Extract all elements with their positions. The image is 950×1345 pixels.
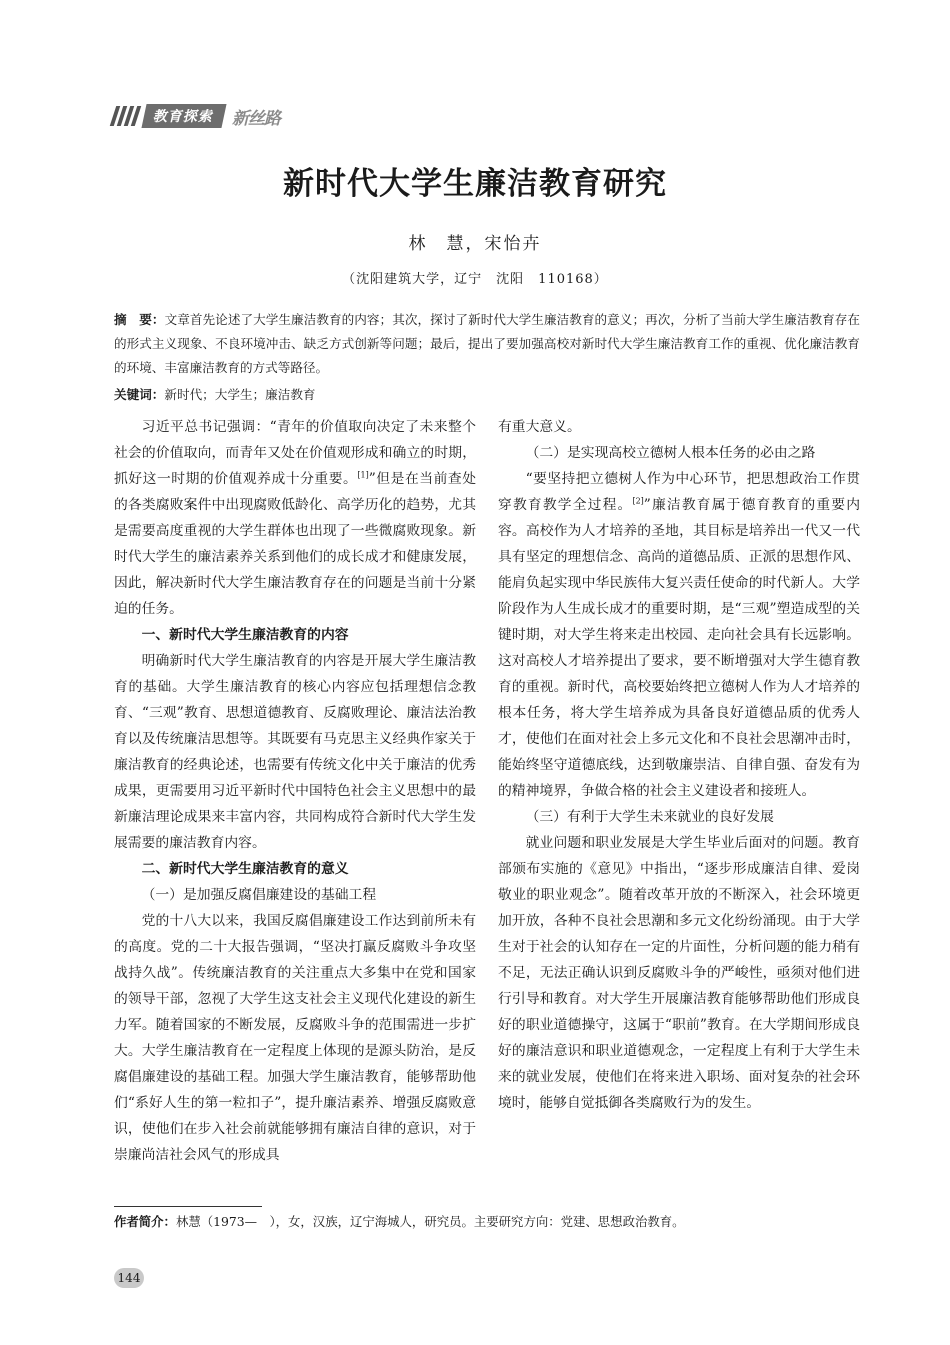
subsection-heading: （一）是加强反腐倡廉建设的基础工程 — [141, 887, 377, 903]
decorative-stripes — [113, 106, 138, 126]
subsection-heading: （二）是实现高校立德树人根本任务的必由之路 — [525, 445, 816, 461]
citation-ref: [2] — [632, 496, 644, 506]
keywords — [114, 383, 860, 407]
article-title: 新时代大学生廉洁教育研究 — [283, 166, 667, 202]
page-number: 144 — [114, 1268, 144, 1288]
journal-logo: 新丝路 — [232, 108, 280, 129]
authors: 林 慧，宋怡卉 — [408, 234, 542, 254]
keywords-label: 关键词： — [114, 387, 165, 402]
paragraph: “要坚持把立德树人作为中心环节，把思想政治工作贯穿教育教学全过程。[2]”廉洁教育属于德育教育的重要内容。高校作为人才培养的圣地，其目标是培养出一代又一代具有坚定的理想信念、高尚的道德品质、正派的思想作风、能肩负起实现中华民族伟大复兴责任使命的时代新人。大学阶段作为人生成长成才的重要时期，是“三观”塑造成型的关键时期，对大学生将来走出校园、走向社会具有长远影响。这对高校人才培养提出了要求，要不断增强对大学生德育教育的重视。新时代，高校要始终把立德树人作为人才培养的根本任务，将大学生培养成为具备良好道德品质的优秀人才，使他们在面对社会上多元文化和不良社会思潮冲击时，能始终坚守道德底线，达到敬廉崇洁、自律自强、奋发有为的精神境界，争做合格的社会主义建设者和接班人。 — [498, 471, 860, 799]
paragraph: 党的十八大以来，我国反腐倡廉建设工作达到前所未有的高度。党的二十大报告强调，“坚决打赢反腐败斗争攻坚战持久战”。传统廉洁教育的关注重点大多集中在党和国家的领导干部，忽视了大学生这支社会主义现代化建设的新生力军。随着国家的不断发展，反腐败斗争的范围需进一步扩大。大学生廉洁教育在一定程度上体现的是源头防治，是反腐倡廉建设的基础工程。加强大学生廉洁教育，能够帮助他们“系好人生的第一粒扣子”，提升廉洁素养、增强反腐败意识，使他们在步入社会前就能够拥有廉洁自律的意识，对于崇廉尚洁社会风气的形成具 — [114, 913, 476, 1163]
left-column — [114, 414, 476, 1168]
section-label: 教育探索 — [141, 104, 226, 128]
affiliation: （沈阳建筑大学，辽宁 沈阳 110168） — [342, 272, 608, 287]
section-heading: 一、新时代大学生廉洁教育的内容 — [141, 627, 349, 643]
subsection-heading: （三）有利于大学生未来就业的良好发展 — [525, 809, 774, 825]
footnote-divider — [114, 1206, 262, 1207]
keywords-text: 新时代；大学生；廉洁教育 — [164, 387, 316, 402]
author-bio — [114, 1212, 685, 1230]
paragraph: 明确新时代大学生廉洁教育的内容是开展大学生廉洁教育的基础。大学生廉洁教育的核心内容应包括理想信念教育、“三观”教育、思想道德教育、反腐败理论、廉洁法治教育以及传统廉洁思想等。其既要有马克思主义经典作家关于廉洁教育的经典论述，也需要有传统文化中关于廉洁的优秀成果，更需要用习近平新时代中国特色社会主义思想中的最新廉洁理论成果来丰富内容，共同构成符合新时代大学生发展需要的廉洁教育内容。 — [114, 653, 476, 851]
paragraph: 习近平总书记强调：“青年的价值取向决定了未来整个社会的价值取向，而青年又处在价值观形成和确立的时期，抓好这一时期的价值观养成十分重要。[1]”但是在当前查处的各类腐败案件中出现腐败低龄化、高学历化的趋势，尤其是需要高度重视的大学生群体也出现了一些微腐败现象。新时代大学生的廉洁素养关系到他们的成长成才和健康发展，因此，解决新时代大学生廉洁教育存在的问题是当前十分紧迫的任务。 — [114, 419, 477, 617]
author-bio-label: 作者简介： — [114, 1214, 176, 1229]
citation-ref: [1] — [357, 470, 369, 480]
abstract-text: 文章首先论述了大学生廉洁教育的内容；其次，探讨了新时代大学生廉洁教育的意义；再次，分析了当前大学生廉洁教育存在的形式主义现象、不良环境冲击、缺乏方式创新等问题；最后，提出了要加强高校对新时代大学生廉洁教育工作的重视、优化廉洁教育的环境、丰富廉洁教育的方式等路径。 — [114, 312, 861, 375]
abstract — [114, 308, 860, 380]
paragraph: 就业问题和职业发展是大学生毕业后面对的问题。教育部颁布实施的《意见》中指出，“逐步形成廉洁自律、爱岗敬业的职业观念”。随着改革开放的不断深入，社会环境更加开放，各种不良社会思潮和多元文化纷纷涌现。由于大学生对于社会的认知存在一定的片面性，分析问题的能力稍有不足，无法正确认识到反腐败斗争的严峻性，亟须对他们进行引导和教育。对大学生开展廉洁教育能够帮助他们形成良好的职业道德操守，这属于“职前”教育。在大学期间形成良好的廉洁意识和职业道德观念，一定程度上有利于大学生未来的就业发展，使他们在将来进入职场、面对复杂的社会环境时，能够自觉抵御各类腐败行为的发生。 — [498, 835, 860, 1111]
paragraph-continuation: 有重大意义。 — [498, 419, 581, 435]
right-column — [498, 414, 860, 1116]
author-bio-text: 林慧（1973— ），女，汉族，辽宁海城人，研究员。主要研究方向：党建、思想政治教育。 — [175, 1214, 685, 1229]
header-banner — [113, 104, 280, 128]
abstract-label: 摘 要： — [114, 312, 165, 327]
section-heading: 二、新时代大学生廉洁教育的意义 — [141, 861, 349, 877]
